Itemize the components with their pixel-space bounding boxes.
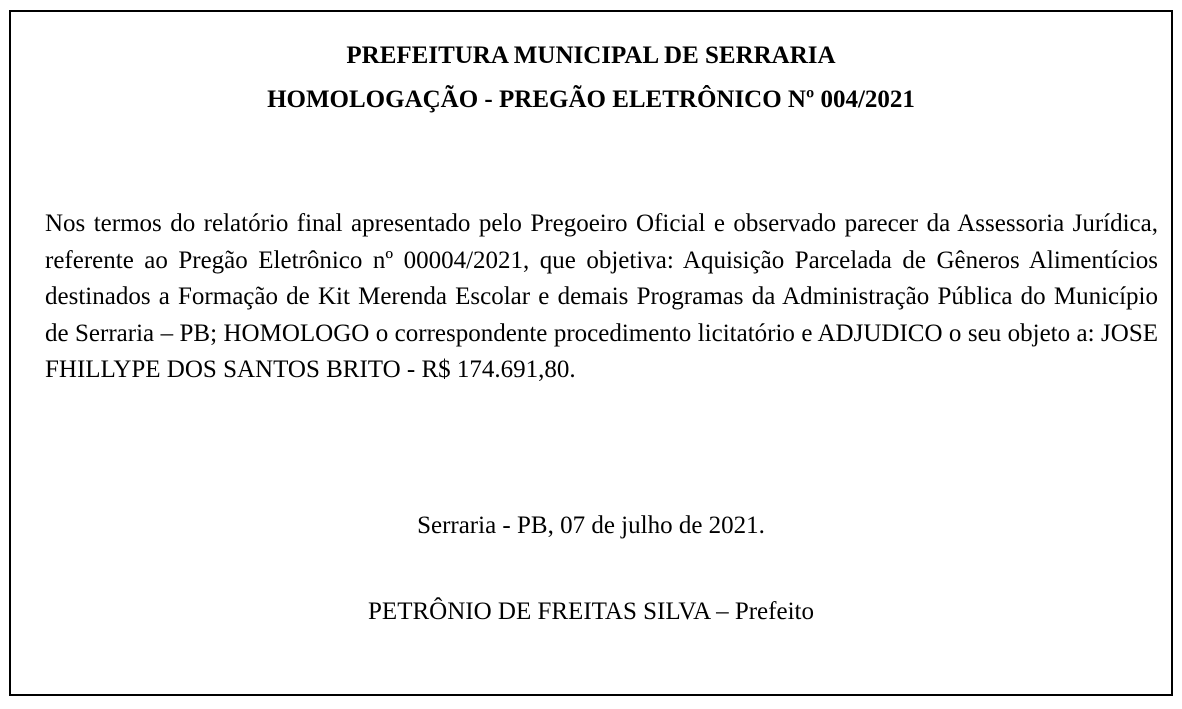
signature-line: PETRÔNIO DE FREITAS SILVA – Prefeito	[368, 598, 814, 625]
place-and-date: Serraria - PB, 07 de julho de 2021.	[417, 512, 765, 539]
document-title-municipality: PREFEITURA MUNICIPAL DE SERRARIA	[346, 42, 836, 69]
homologation-paragraph: Nos termos do relatório final apresentado pelo Pregoeiro Oficial e observado parecer da Assessoria Jurídica, referente ao Pregão Eletrônico nº 00004/2021, que objetiva: Aquisição Parcelada de Gêneros Alimentícios destinados a Formação de Kit Merenda Escolar e demais Programas da Administração Pública do Município de Serraria – PB; HOMOLOGO o correspondente procedimento licitatório e ADJUDICO o seu objeto a: JOSE FHILLYPE DOS SANTOS BRITO - R$ 174.691,80.	[45, 210, 1158, 384]
document-title-homologation: HOMOLOGAÇÃO - PREGÃO ELETRÔNICO Nº 004/2021	[267, 86, 915, 113]
document-frame	[9, 10, 1173, 696]
